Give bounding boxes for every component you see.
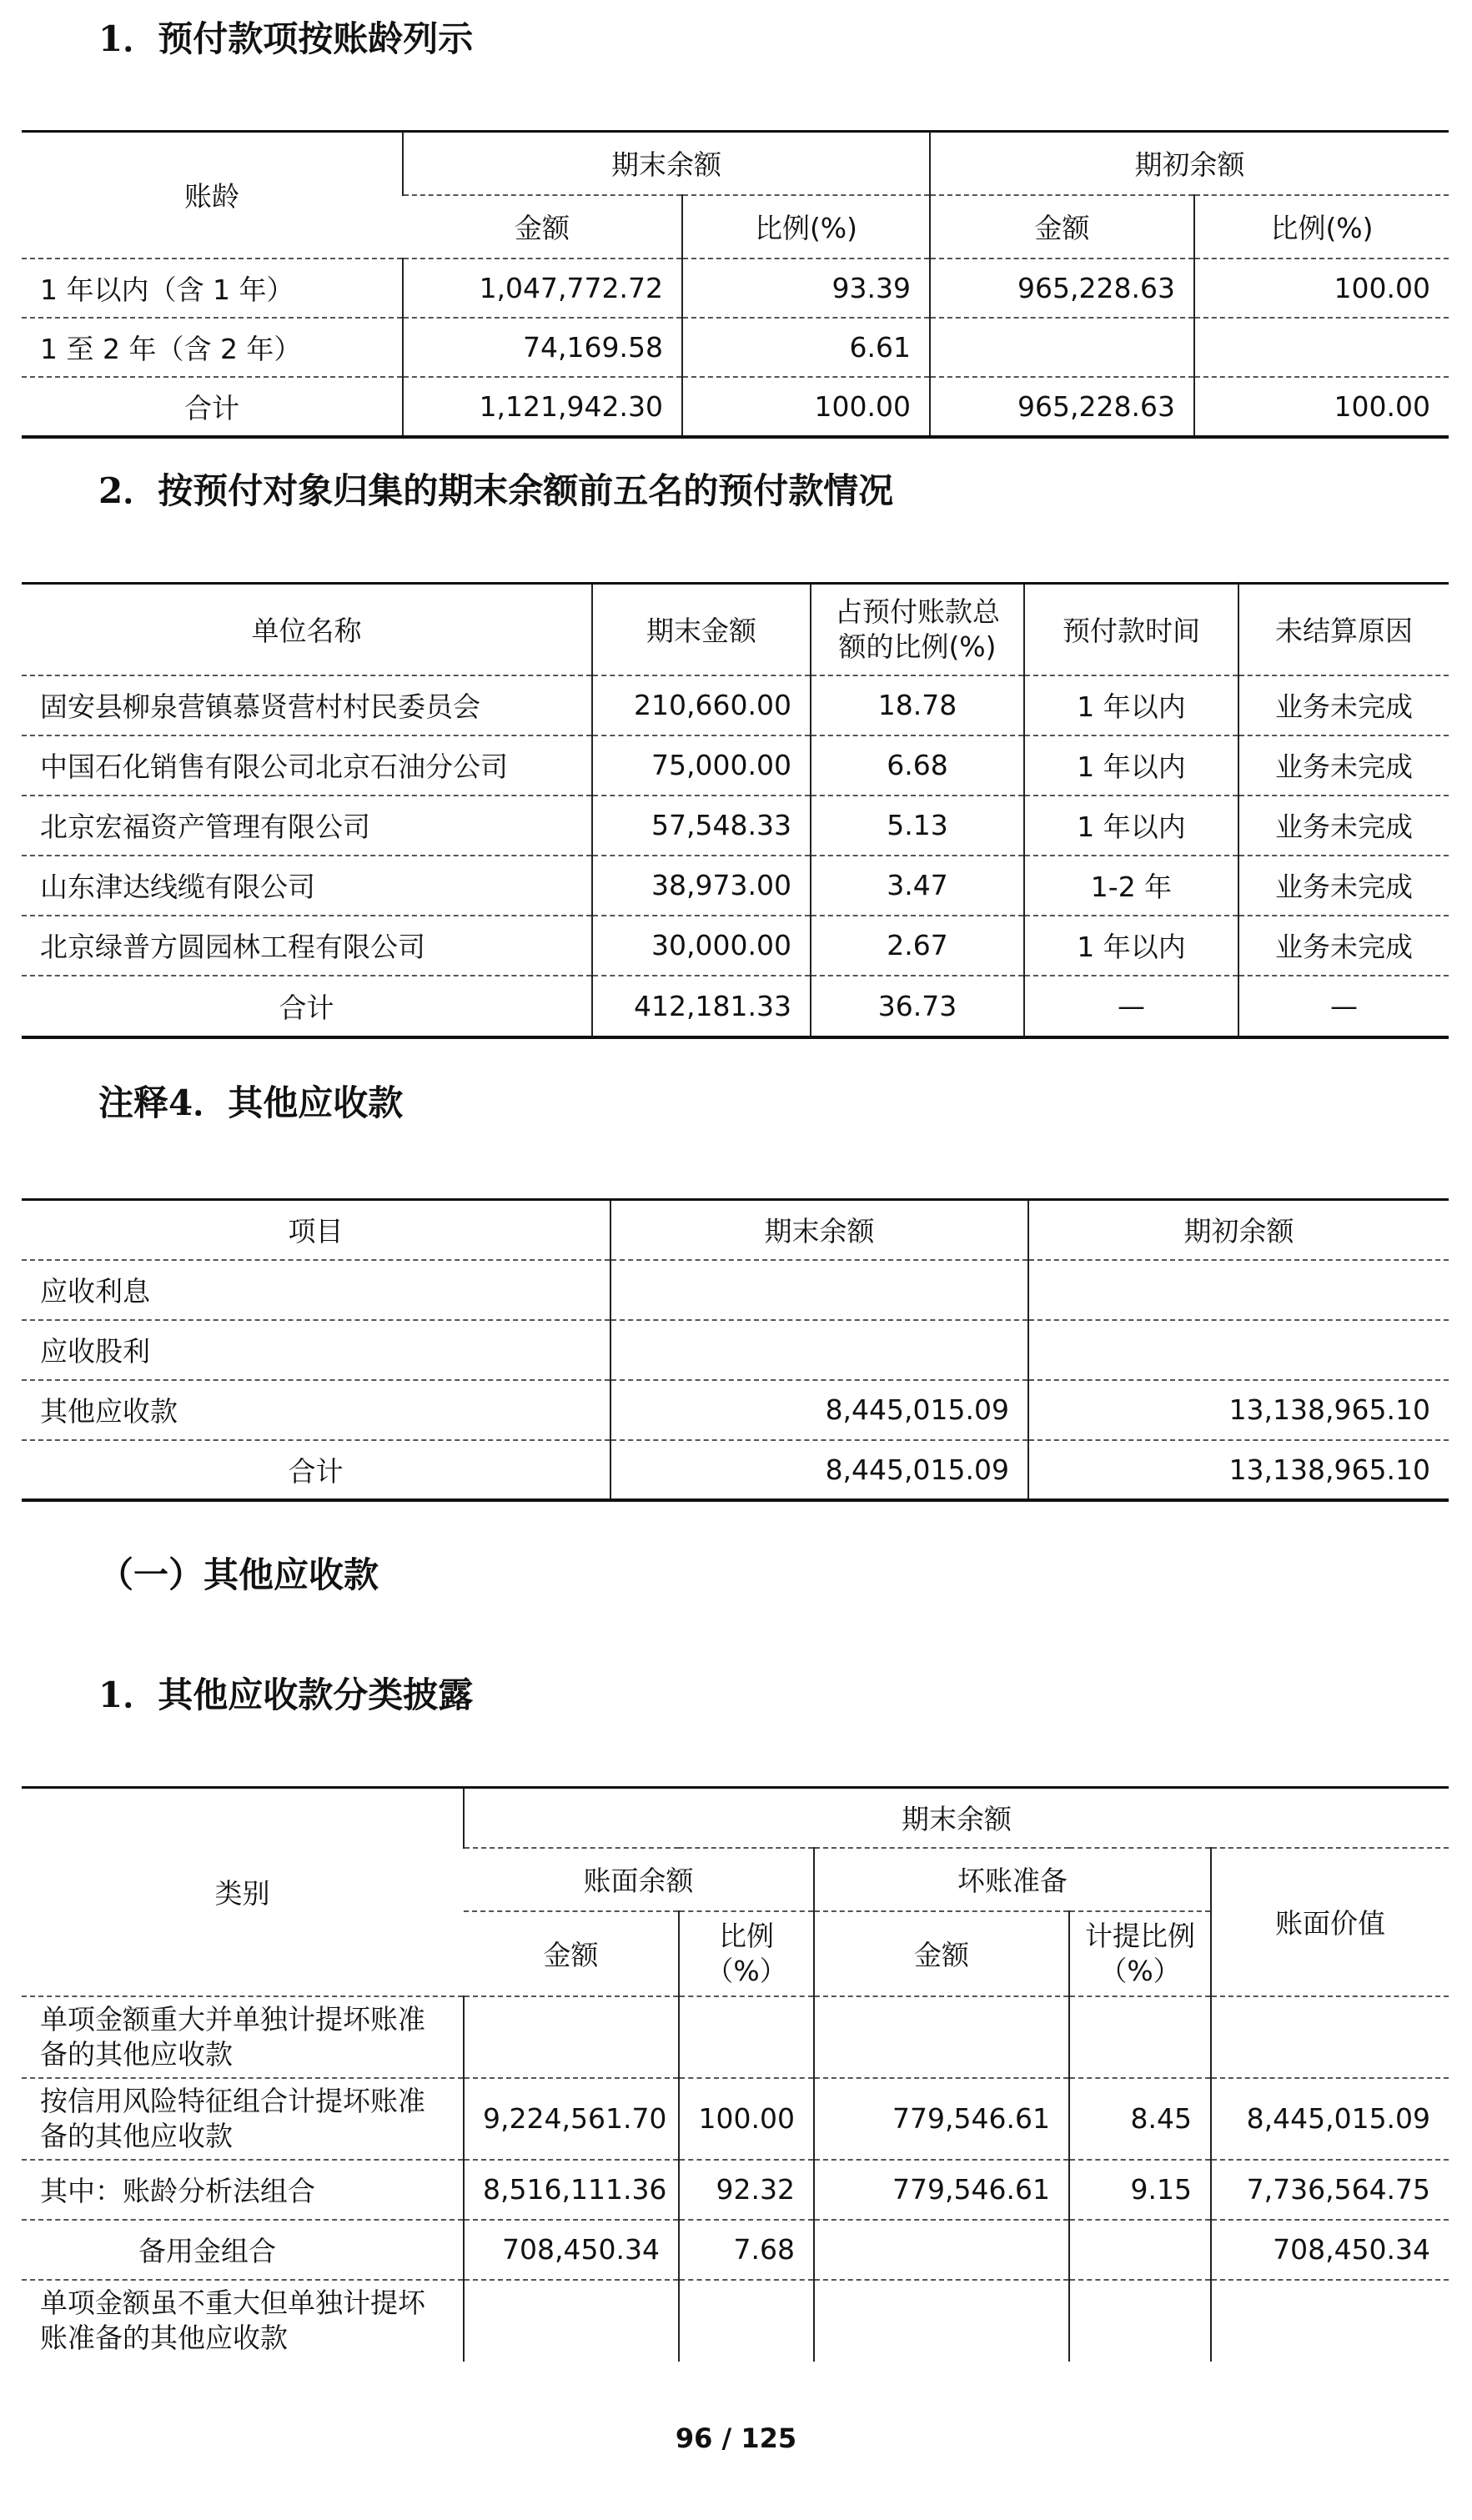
- cell-ratio: 6.68: [811, 735, 1024, 796]
- table-total-row: [22, 1440, 1449, 1500]
- cell-amount: 210,660.00: [592, 675, 811, 735]
- cell-value: [464, 2280, 679, 2362]
- cell-reason: 业务未完成: [1238, 796, 1449, 856]
- cell-category: 单项金额虽不重大但单独计提坏账准备的其他应收款: [22, 2280, 464, 2362]
- cell-value: [930, 318, 1194, 377]
- header-book-balance: 账面余额: [464, 1848, 814, 1911]
- cell-time: —: [1024, 976, 1238, 1037]
- cell-value: [814, 2220, 1069, 2280]
- section-heading-top-five-prepayments: 2．按预付对象归集的期末余额前五名的预付款情况: [98, 470, 894, 511]
- table-row: [22, 1996, 1449, 2078]
- cell-reason: 业务未完成: [1238, 675, 1449, 735]
- header-ratio: 比例（%）: [679, 1911, 814, 1996]
- table-total-row: [22, 377, 1449, 437]
- cell-total-label: 合计: [22, 377, 403, 437]
- cell-value: 100.00: [1194, 377, 1449, 437]
- cell-value: [464, 1996, 679, 2078]
- cell-value: [1069, 2280, 1211, 2362]
- cell-value: [814, 1996, 1069, 2078]
- table-row: [22, 2220, 1449, 2280]
- cell-value: 779,546.61: [814, 2078, 1069, 2160]
- cell-value: [814, 2280, 1069, 2362]
- cell-value: [679, 1996, 814, 2078]
- header-item: 项目: [22, 1200, 610, 1260]
- cell-time: 1 年以内: [1024, 796, 1238, 856]
- cell-total-label: 合计: [22, 1440, 610, 1500]
- table-row: [22, 1380, 1449, 1440]
- header-ratio: 比例(%): [1194, 195, 1449, 259]
- cell-value: [1028, 1260, 1449, 1320]
- cell-value: 965,228.63: [930, 259, 1194, 318]
- table-row: [22, 735, 1449, 796]
- cell-value: 8,445,015.09: [610, 1440, 1028, 1500]
- cell-value: [1211, 1996, 1449, 2078]
- cell-value: [1069, 2220, 1211, 2280]
- header-provision-ratio: 计提比例（%）: [1069, 1911, 1211, 1996]
- cell-value: 708,450.34: [1211, 2220, 1449, 2280]
- cell-amount: 38,973.00: [592, 856, 811, 916]
- cell-value: 708,450.34: [464, 2220, 679, 2280]
- cell-value: 100.00: [1194, 259, 1449, 318]
- cell-value: 92.32: [679, 2160, 814, 2220]
- header-aging: 账龄: [22, 132, 403, 259]
- top-five-prepayments-table: [22, 582, 1449, 1039]
- cell-category: 其中：账龄分析法组合: [22, 2160, 464, 2220]
- header-prepay-time: 预付款时间: [1024, 584, 1238, 675]
- cell-value: [1211, 2280, 1449, 2362]
- cell-reason: 业务未完成: [1238, 735, 1449, 796]
- cell-value: 100.00: [682, 377, 930, 437]
- cell-category: 备用金组合: [22, 2220, 464, 2280]
- cell-time: 1 年以内: [1024, 675, 1238, 735]
- cell-value: 8,516,111.36: [464, 2160, 679, 2220]
- cell-reason: 业务未完成: [1238, 856, 1449, 916]
- header-end-balance: 期末余额: [610, 1200, 1028, 1260]
- cell-amount: 75,000.00: [592, 735, 811, 796]
- cell-ratio: 3.47: [811, 856, 1024, 916]
- other-receivables-summary-table: [22, 1198, 1449, 1502]
- header-amount: 金额: [464, 1911, 679, 1996]
- cell-value: 9.15: [1069, 2160, 1211, 2220]
- header-amount: 金额: [930, 195, 1194, 259]
- table-row: [22, 318, 1449, 377]
- cell-value: 7.68: [679, 2220, 814, 2280]
- section-heading-other-receivables: （一）其他应收款: [98, 1554, 379, 1595]
- cell-value: 8,445,015.09: [610, 1380, 1028, 1440]
- cell-value: 74,169.58: [403, 318, 682, 377]
- cell-ratio: 2.67: [811, 916, 1024, 976]
- cell-amount: 30,000.00: [592, 916, 811, 976]
- cell-time: 1-2 年: [1024, 856, 1238, 916]
- header-end-amount: 期末金额: [592, 584, 811, 675]
- cell-reason: —: [1238, 976, 1449, 1037]
- cell-value: [1194, 318, 1449, 377]
- cell-ratio: 18.78: [811, 675, 1024, 735]
- table-row: [22, 2160, 1449, 2220]
- cell-value: 13,138,965.10: [1028, 1380, 1449, 1440]
- section-heading-classification-disclosure: 1．其他应收款分类披露: [98, 1674, 474, 1715]
- cell-unit-name: 中国石化销售有限公司北京石油分公司: [22, 735, 592, 796]
- header-begin-balance: 期初余额: [930, 132, 1449, 195]
- header-book-value: 账面价值: [1211, 1848, 1449, 1996]
- table-row: [22, 1260, 1449, 1320]
- section-heading-other-receivables-note: 注释4．其他应收款: [98, 1082, 404, 1123]
- cell-value: 100.00: [679, 2078, 814, 2160]
- header-amount: 金额: [814, 1911, 1069, 1996]
- table-row: [22, 259, 1449, 318]
- cell-item: 其他应收款: [22, 1380, 610, 1440]
- table-row: [22, 2280, 1449, 2362]
- cell-value: [610, 1260, 1028, 1320]
- cell-value: 7,736,564.75: [1211, 2160, 1449, 2220]
- cell-value: [610, 1320, 1028, 1380]
- cell-reason: 业务未完成: [1238, 916, 1449, 976]
- cell-value: 779,546.61: [814, 2160, 1069, 2220]
- cell-value: [679, 2280, 814, 2362]
- cell-value: 9,224,561.70: [464, 2078, 679, 2160]
- table-row: [22, 2078, 1449, 2160]
- table-row: [22, 675, 1449, 735]
- cell-value: 965,228.63: [930, 377, 1194, 437]
- cell-amount: 412,181.33: [592, 976, 811, 1037]
- cell-total-label: 合计: [22, 976, 592, 1037]
- cell-time: 1 年以内: [1024, 916, 1238, 976]
- cell-value: 8,445,015.09: [1211, 2078, 1449, 2160]
- header-end-balance: 期末余额: [403, 132, 930, 195]
- cell-ratio: 36.73: [811, 976, 1024, 1037]
- header-ratio-of-total: 占预付账款总额的比例(%): [811, 584, 1024, 675]
- cell-value: 8.45: [1069, 2078, 1211, 2160]
- cell-value: [1069, 1996, 1211, 2078]
- cell-value: 1,121,942.30: [403, 377, 682, 437]
- table-row: [22, 856, 1449, 916]
- cell-category: 单项金额重大并单独计提坏账准备的其他应收款: [22, 1996, 464, 2078]
- cell-value: 93.39: [682, 259, 930, 318]
- cell-value: 6.61: [682, 318, 930, 377]
- cell-aging: 1 至 2 年（含 2 年）: [22, 318, 403, 377]
- header-unit-name: 单位名称: [22, 584, 592, 675]
- cell-value: 1,047,772.72: [403, 259, 682, 318]
- cell-unit-name: 北京宏福资产管理有限公司: [22, 796, 592, 856]
- cell-amount: 57,548.33: [592, 796, 811, 856]
- cell-value: [1028, 1320, 1449, 1380]
- cell-aging: 1 年以内（含 1 年）: [22, 259, 403, 318]
- table-row: [22, 1320, 1449, 1380]
- page-number: 96 / 125: [675, 2422, 797, 2454]
- header-unsettled-reason: 未结算原因: [1238, 584, 1449, 675]
- header-amount: 金额: [403, 195, 682, 259]
- header-bad-debt-provision: 坏账准备: [814, 1848, 1211, 1911]
- cell-item: 应收利息: [22, 1260, 610, 1320]
- prepayments-aging-table: [22, 130, 1449, 439]
- cell-unit-name: 山东津达线缆有限公司: [22, 856, 592, 916]
- cell-ratio: 5.13: [811, 796, 1024, 856]
- section-heading-prepayments-aging: 1．预付款项按账龄列示: [98, 18, 474, 59]
- header-end-balance: 期末余额: [464, 1788, 1449, 1848]
- header-category: 类别: [22, 1788, 464, 1996]
- header-begin-balance: 期初余额: [1028, 1200, 1449, 1260]
- table-row: [22, 916, 1449, 976]
- cell-unit-name: 北京绿普方圆园林工程有限公司: [22, 916, 592, 976]
- cell-category: 按信用风险特征组合计提坏账准备的其他应收款: [22, 2078, 464, 2160]
- table-total-row: [22, 976, 1449, 1037]
- header-ratio: 比例(%): [682, 195, 930, 259]
- cell-value: 13,138,965.10: [1028, 1440, 1449, 1500]
- table-row: [22, 796, 1449, 856]
- cell-time: 1 年以内: [1024, 735, 1238, 796]
- cell-unit-name: 固安县柳泉营镇慕贤营村村民委员会: [22, 675, 592, 735]
- other-receivables-classification-table: [22, 1786, 1449, 2362]
- cell-item: 应收股利: [22, 1320, 610, 1380]
